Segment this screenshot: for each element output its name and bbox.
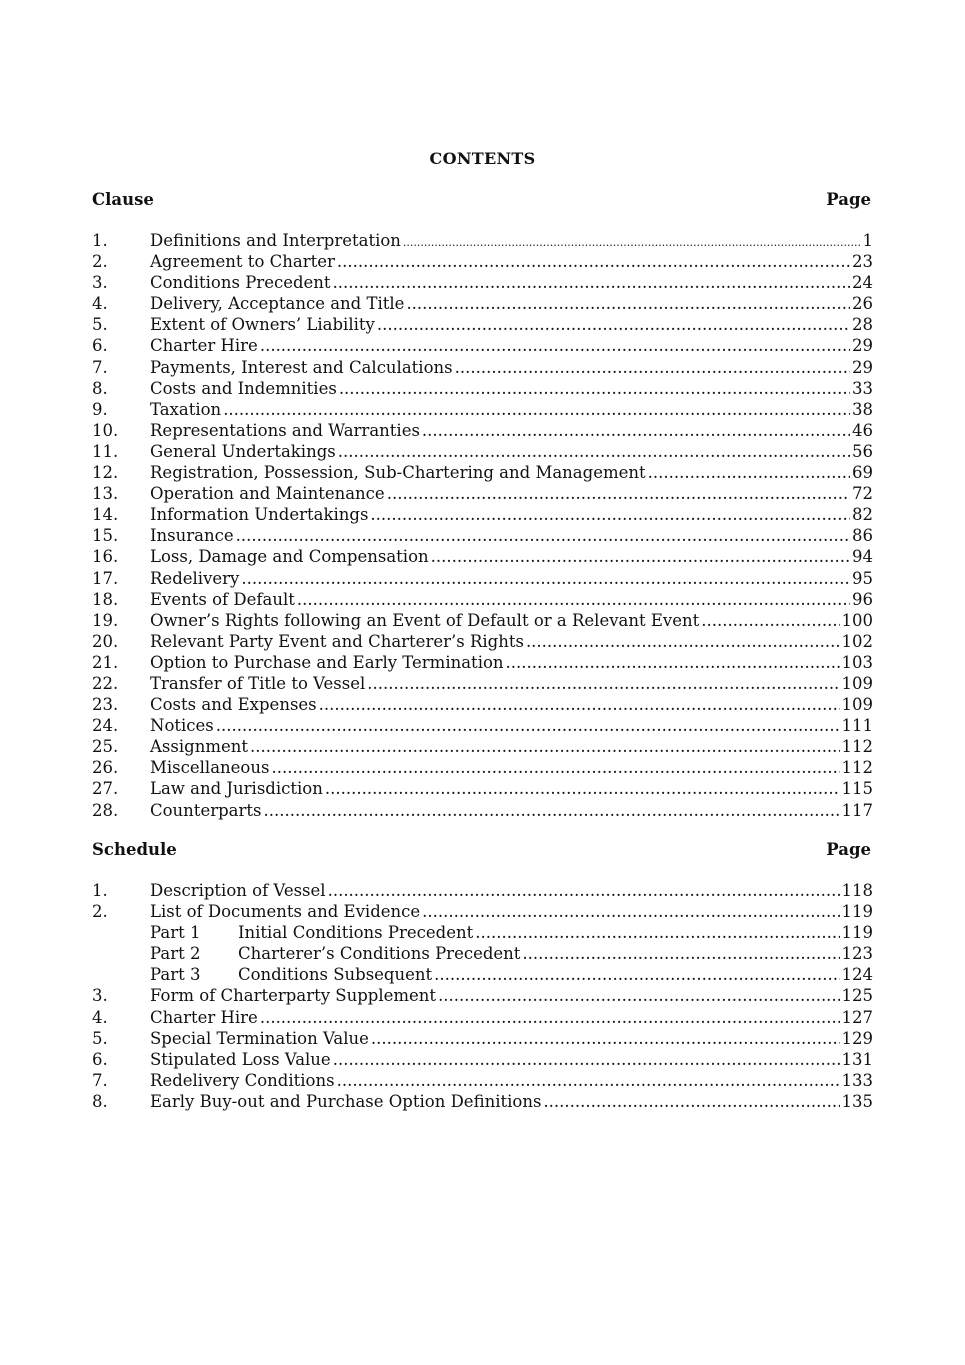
toc-part-label: Part 1 xyxy=(150,923,201,943)
toc-entry xyxy=(150,589,873,610)
toc-part-label: Part 3 xyxy=(150,965,201,985)
toc-number: 28. xyxy=(92,800,119,820)
toc-entry xyxy=(150,715,873,736)
toc-row[interactable] xyxy=(92,985,873,1006)
toc-page-number: 23 xyxy=(852,252,873,272)
toc-page-number: 119 xyxy=(841,902,873,922)
toc-row[interactable] xyxy=(92,420,873,441)
toc-page-number: 94 xyxy=(852,547,873,567)
toc-part-label: Part 2 xyxy=(150,944,201,964)
dot-leader xyxy=(701,610,839,631)
dot-leader xyxy=(319,694,840,715)
toc-label: Special Termination Value xyxy=(150,1028,369,1048)
toc-row[interactable] xyxy=(92,652,873,673)
dot-leader xyxy=(260,1007,840,1028)
toc-label: Definitions and Interpretation xyxy=(150,231,401,250)
toc-entry xyxy=(150,230,873,253)
toc-entry xyxy=(150,736,873,757)
toc-row[interactable] xyxy=(92,943,873,964)
dot-leader xyxy=(333,272,850,293)
dot-leader xyxy=(431,546,850,567)
toc-label: Extent of Owners’ Liability xyxy=(150,315,375,335)
toc-number: 24. xyxy=(92,716,119,736)
toc-page-number: 112 xyxy=(841,758,873,778)
dot-leader xyxy=(241,568,850,589)
toc-page-number: 118 xyxy=(841,881,873,900)
toc-number: 19. xyxy=(92,610,119,630)
toc-number: 27. xyxy=(92,779,119,799)
toc-number: 21. xyxy=(92,652,119,672)
toc-row[interactable] xyxy=(92,314,873,335)
toc-label: Redelivery xyxy=(150,568,240,588)
dot-leader xyxy=(438,985,839,1006)
toc-page-number: 112 xyxy=(841,737,873,757)
dot-leader xyxy=(371,1028,840,1049)
toc-row[interactable] xyxy=(92,378,873,399)
toc-number: 23. xyxy=(92,695,119,715)
toc-page-number: 26 xyxy=(852,294,873,314)
toc-number: 16. xyxy=(92,547,119,567)
toc-label: Stipulated Loss Value xyxy=(150,1049,331,1069)
toc-label: Agreement to Charter xyxy=(150,252,335,272)
toc-label: Law and Jurisdiction xyxy=(150,779,323,799)
toc-entry xyxy=(150,314,873,335)
dot-leader xyxy=(325,778,840,799)
dot-leader xyxy=(475,922,839,943)
toc-number: 5. xyxy=(92,1028,108,1048)
toc-entry xyxy=(150,568,873,589)
toc-number: 8. xyxy=(92,378,108,398)
toc-page-number: 135 xyxy=(841,1091,873,1111)
toc-entry xyxy=(150,901,873,922)
toc-page-number: 115 xyxy=(841,779,873,799)
toc-number: 2. xyxy=(92,902,108,922)
toc-label: Taxation xyxy=(150,399,222,419)
clause-page-header-label: Page xyxy=(826,190,871,209)
toc-page-number: 24 xyxy=(852,273,873,293)
toc-entry xyxy=(150,1091,873,1112)
toc-row[interactable] xyxy=(92,964,873,985)
clause-list xyxy=(92,230,873,821)
toc-page-number: 102 xyxy=(841,631,873,651)
toc-page-number: 82 xyxy=(852,505,873,525)
dot-leader xyxy=(455,357,850,378)
page-title: CONTENTS xyxy=(429,149,536,168)
dot-leader xyxy=(216,715,840,736)
toc-label: Early Buy-out and Purchase Option Definitions xyxy=(150,1091,542,1111)
toc-label: Form of Charterparty Supplement xyxy=(150,986,437,1006)
dot-leader xyxy=(543,1091,839,1112)
dot-leader xyxy=(403,232,861,253)
dot-leader xyxy=(337,251,850,272)
toc-entry xyxy=(150,610,873,631)
toc-entry xyxy=(150,964,873,985)
dot-leader xyxy=(434,964,839,985)
toc-page-number: 86 xyxy=(852,526,873,546)
toc-page-number: 109 xyxy=(841,673,873,693)
toc-page-number: 111 xyxy=(841,716,873,736)
toc-entry xyxy=(150,922,873,943)
dot-leader xyxy=(297,589,850,610)
toc-row[interactable] xyxy=(92,504,873,525)
toc-row[interactable] xyxy=(92,610,873,631)
toc-page-number: 1 xyxy=(862,231,873,250)
schedule-column-header xyxy=(92,840,871,862)
toc-row[interactable] xyxy=(92,230,873,251)
toc-number: 4. xyxy=(92,1007,108,1027)
toc-page-number: 123 xyxy=(841,944,873,964)
toc-label: Option to Purchase and Early Termination xyxy=(150,652,504,672)
toc-label: Registration, Possession, Sub-Chartering and Management xyxy=(150,463,646,483)
toc-number: 20. xyxy=(92,631,119,651)
toc-page-number: 29 xyxy=(852,357,873,377)
toc-label: Owner’s Rights following an Event of Default or a Relevant Event xyxy=(150,610,700,630)
toc-entry xyxy=(150,1070,873,1091)
toc-label: Charter Hire xyxy=(150,336,258,356)
toc-row[interactable] xyxy=(92,483,873,504)
toc-page-number: 29 xyxy=(852,336,873,356)
toc-row[interactable] xyxy=(92,757,873,778)
toc-entry xyxy=(150,1028,873,1049)
toc-number: 2. xyxy=(92,252,108,272)
toc-page-number: 28 xyxy=(852,315,873,335)
dot-leader xyxy=(526,631,840,652)
toc-row[interactable] xyxy=(92,778,873,799)
toc-number: 11. xyxy=(92,441,119,461)
toc-row[interactable] xyxy=(92,901,873,922)
toc-label: Notices xyxy=(150,716,214,736)
toc-row[interactable] xyxy=(92,1049,873,1070)
toc-row[interactable] xyxy=(92,631,873,652)
dot-leader xyxy=(522,943,839,964)
toc-page-number: 117 xyxy=(841,800,873,820)
toc-page-number: 72 xyxy=(852,484,873,504)
dot-leader xyxy=(271,757,839,778)
toc-row[interactable] xyxy=(92,441,873,462)
toc-page-number: 127 xyxy=(841,1007,873,1027)
schedule-list xyxy=(92,880,873,1112)
toc-label: Charterer’s Conditions Precedent xyxy=(238,944,521,964)
toc-page-number: 69 xyxy=(852,463,873,483)
dot-leader xyxy=(367,673,839,694)
toc-entry xyxy=(150,399,873,420)
dot-leader xyxy=(328,880,840,901)
toc-entry xyxy=(150,673,873,694)
toc-row[interactable] xyxy=(92,568,873,589)
dot-leader xyxy=(377,314,850,335)
dot-leader xyxy=(333,1049,840,1070)
toc-row[interactable] xyxy=(92,589,873,610)
toc-row[interactable] xyxy=(92,736,873,757)
toc-label: Conditions Subsequent xyxy=(238,965,433,985)
toc-entry xyxy=(150,652,873,673)
toc-label: Payments, Interest and Calculations xyxy=(150,357,453,377)
toc-entry xyxy=(150,462,873,483)
toc-number: 3. xyxy=(92,986,108,1006)
toc-number: 1. xyxy=(92,231,108,250)
clause-header-label: Clause xyxy=(92,190,154,209)
toc-number: 25. xyxy=(92,737,119,757)
toc-entry xyxy=(150,800,873,821)
dot-leader xyxy=(370,504,850,525)
toc-label: Conditions Precedent xyxy=(150,273,331,293)
toc-row[interactable] xyxy=(92,1028,873,1049)
toc-label: Insurance xyxy=(150,526,234,546)
dot-leader xyxy=(263,800,839,821)
toc-entry xyxy=(150,441,873,462)
toc-entry xyxy=(150,504,873,525)
toc-number: 6. xyxy=(92,1049,108,1069)
toc-page-number: 46 xyxy=(852,420,873,440)
schedule-page-header-label: Page xyxy=(826,840,871,859)
toc-number: 10. xyxy=(92,420,119,440)
toc-row[interactable] xyxy=(92,880,873,901)
toc-row[interactable] xyxy=(92,1091,873,1112)
toc-page-number: 56 xyxy=(852,441,873,461)
toc-entry xyxy=(150,943,873,964)
toc-number: 8. xyxy=(92,1091,108,1111)
toc-row[interactable] xyxy=(92,715,873,736)
toc-label: Information Undertakings xyxy=(150,505,369,525)
toc-entry xyxy=(150,251,873,272)
toc-page-number: 129 xyxy=(841,1028,873,1048)
toc-label: Relevant Party Event and Charterer’s Rights xyxy=(150,631,524,651)
toc-row[interactable] xyxy=(92,251,873,272)
toc-label: General Undertakings xyxy=(150,441,336,461)
toc-label: Costs and Expenses xyxy=(150,695,317,715)
dot-leader xyxy=(422,901,839,922)
toc-page-number: 33 xyxy=(852,378,873,398)
toc-row[interactable] xyxy=(92,694,873,715)
dot-leader xyxy=(223,399,850,420)
toc-label: Miscellaneous xyxy=(150,758,270,778)
dot-leader xyxy=(338,441,850,462)
toc-label: List of Documents and Evidence xyxy=(150,902,421,922)
toc-label: Operation and Maintenance xyxy=(150,484,385,504)
toc-number: 7. xyxy=(92,1070,108,1090)
toc-page-number: 124 xyxy=(841,965,873,985)
toc-number: 7. xyxy=(92,357,108,377)
toc-number: 13. xyxy=(92,484,119,504)
toc-entry xyxy=(150,694,873,715)
toc-row[interactable] xyxy=(92,525,873,546)
toc-number: 1. xyxy=(92,881,108,900)
toc-number: 9. xyxy=(92,399,108,419)
toc-entry xyxy=(150,378,873,399)
dot-leader xyxy=(387,483,850,504)
toc-label: Representations and Warranties xyxy=(150,420,420,440)
toc-row[interactable] xyxy=(92,335,873,356)
toc-row[interactable] xyxy=(92,462,873,483)
dot-leader xyxy=(339,378,850,399)
toc-label: Description of Vessel xyxy=(150,881,326,900)
toc-page-number: 38 xyxy=(852,399,873,419)
toc-row[interactable] xyxy=(92,800,873,821)
toc-number: 22. xyxy=(92,673,119,693)
toc-row[interactable] xyxy=(92,293,873,314)
dot-leader xyxy=(337,1070,840,1091)
toc-entry xyxy=(150,778,873,799)
toc-label: Loss, Damage and Compensation xyxy=(150,547,429,567)
toc-number: 6. xyxy=(92,336,108,356)
toc-number: 18. xyxy=(92,589,119,609)
toc-number: 15. xyxy=(92,526,119,546)
toc-page-number: 103 xyxy=(841,652,873,672)
toc-row[interactable] xyxy=(92,673,873,694)
toc-number: 5. xyxy=(92,315,108,335)
toc-row[interactable] xyxy=(92,399,873,420)
dot-leader xyxy=(506,652,840,673)
toc-entry xyxy=(150,546,873,567)
toc-label: Assignment xyxy=(150,737,248,757)
toc-page-number: 109 xyxy=(841,695,873,715)
toc-entry xyxy=(150,757,873,778)
toc-row[interactable] xyxy=(92,357,873,378)
dot-leader xyxy=(260,335,850,356)
dot-leader xyxy=(648,462,850,483)
toc-label: Events of Default xyxy=(150,589,295,609)
toc-entry xyxy=(150,631,873,652)
toc-page-number: 100 xyxy=(841,610,873,630)
clause-column-header xyxy=(92,190,871,212)
toc-number: 26. xyxy=(92,758,119,778)
toc-page-number: 131 xyxy=(841,1049,873,1069)
dot-leader xyxy=(422,420,850,441)
toc-number: 14. xyxy=(92,505,119,525)
toc-page-number: 119 xyxy=(841,923,873,943)
toc-number: 3. xyxy=(92,273,108,293)
toc-page-number: 95 xyxy=(852,568,873,588)
toc-row[interactable] xyxy=(92,272,873,293)
toc-page-number: 125 xyxy=(841,986,873,1006)
toc-label: Redelivery Conditions xyxy=(150,1070,335,1090)
toc-page-number: 133 xyxy=(841,1070,873,1090)
dot-leader xyxy=(406,293,850,314)
toc-row[interactable] xyxy=(92,1070,873,1091)
toc-page-number: 96 xyxy=(852,589,873,609)
toc-entry xyxy=(150,1049,873,1070)
toc-entry xyxy=(150,293,873,314)
toc-entry xyxy=(150,420,873,441)
toc-row[interactable] xyxy=(92,546,873,567)
toc-label: Costs and Indemnities xyxy=(150,378,337,398)
toc-label: Transfer of Title to Vessel xyxy=(150,673,366,693)
toc-entry xyxy=(150,335,873,356)
toc-row[interactable] xyxy=(92,1007,873,1028)
toc-number: 4. xyxy=(92,294,108,314)
toc-row[interactable] xyxy=(92,922,873,943)
schedule-header-label: Schedule xyxy=(92,840,177,859)
toc-entry xyxy=(150,525,873,546)
toc-label: Counterparts xyxy=(150,800,262,820)
toc-number: 12. xyxy=(92,463,119,483)
toc-entry xyxy=(150,272,873,293)
toc-label: Charter Hire xyxy=(150,1007,258,1027)
toc-label: Initial Conditions Precedent xyxy=(238,923,474,943)
toc-label: Delivery, Acceptance and Title xyxy=(150,294,405,314)
toc-entry xyxy=(150,985,873,1006)
toc-number: 17. xyxy=(92,568,119,588)
toc-entry xyxy=(150,880,873,901)
toc-entry xyxy=(150,483,873,504)
toc-entry xyxy=(150,1007,873,1028)
toc-entry xyxy=(150,357,873,378)
dot-leader xyxy=(236,525,850,546)
dot-leader xyxy=(250,736,840,757)
